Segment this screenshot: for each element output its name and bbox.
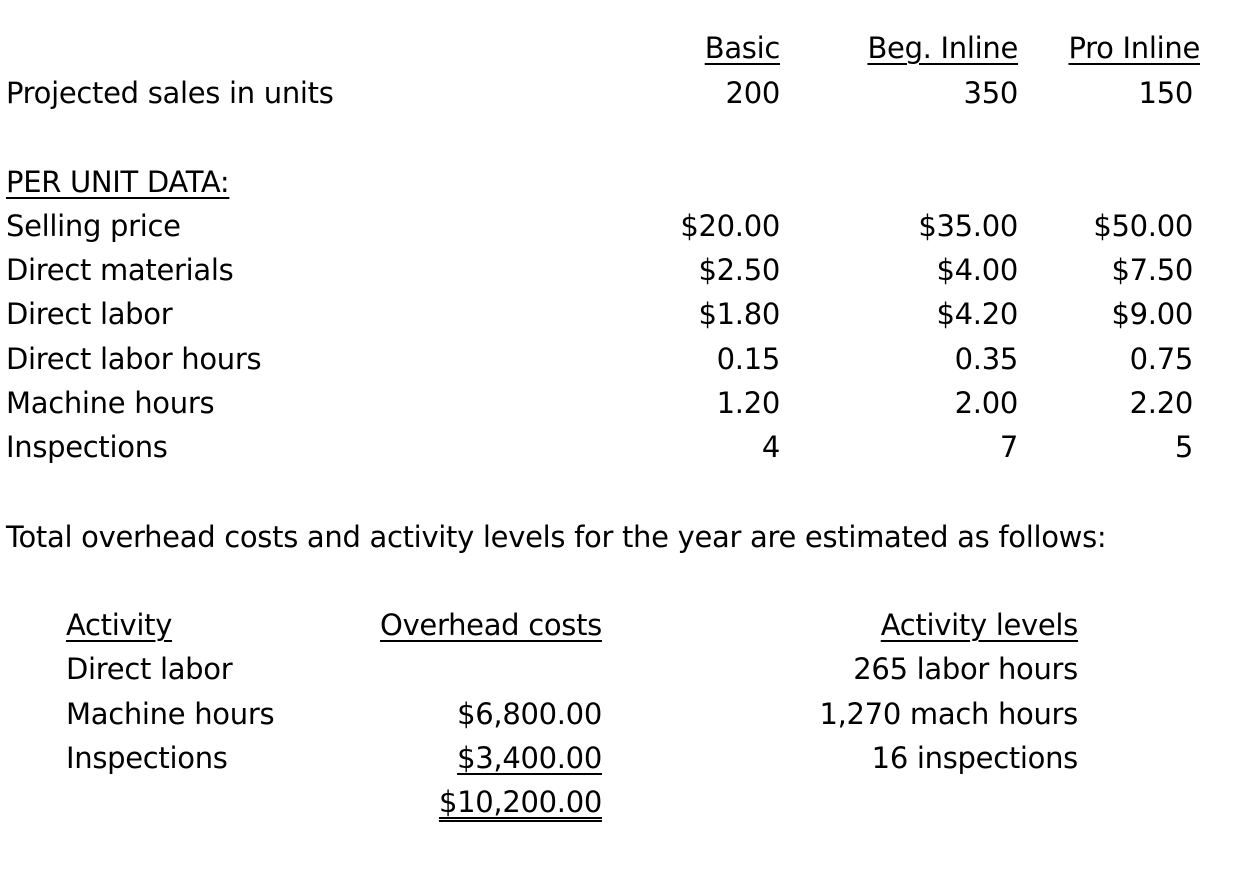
- cell-basic: $1.80: [698, 297, 780, 331]
- overhead-cost: $3,400.00: [457, 741, 602, 775]
- row-label: Direct labor hours: [6, 342, 262, 376]
- row-label: Machine hours: [6, 386, 215, 420]
- activity-name: Direct labor: [66, 652, 233, 686]
- cell-basic: $20.00: [680, 209, 780, 243]
- units-pro-inline: 150: [1138, 76, 1193, 110]
- cell-beg-inline: $4.20: [936, 297, 1018, 331]
- cell-beg-inline: 2.00: [954, 386, 1018, 420]
- overhead-intro: Total overhead costs and activity levels for the year are estimated as follows:: [6, 520, 1107, 554]
- activity-level: 1,270 mach hours: [819, 697, 1078, 731]
- row-label: Selling price: [6, 209, 181, 243]
- activity-level: 265 labor hours: [853, 652, 1078, 686]
- row-label: Direct materials: [6, 253, 234, 287]
- product-header-basic: Basic: [704, 31, 780, 65]
- overhead-costs-header: Overhead costs: [380, 608, 602, 642]
- overhead-cost: $6,800.00: [457, 697, 602, 731]
- cell-pro-inline: 5: [1174, 430, 1193, 464]
- activity-level: 16 inspections: [871, 741, 1078, 775]
- cell-basic: 1.20: [716, 386, 780, 420]
- units-basic: 200: [725, 76, 780, 110]
- cell-basic: 4: [761, 430, 780, 464]
- cell-pro-inline: $50.00: [1093, 209, 1193, 243]
- activity-header: Activity: [66, 608, 173, 642]
- projected-sales-label: Projected sales in units: [6, 76, 334, 110]
- row-label: Direct labor: [6, 297, 173, 331]
- cell-pro-inline: $9.00: [1111, 297, 1193, 331]
- activity-name: Inspections: [66, 741, 228, 775]
- cell-pro-inline: $7.50: [1111, 253, 1193, 287]
- units-beg-inline: 350: [963, 76, 1018, 110]
- cell-pro-inline: 0.75: [1129, 342, 1193, 376]
- product-header-pro-inline: Pro Inline: [1068, 31, 1200, 65]
- cell-basic: 0.15: [716, 342, 780, 376]
- cell-beg-inline: 7: [999, 430, 1018, 464]
- activity-name: Machine hours: [66, 697, 275, 731]
- product-header-beg-inline: Beg. Inline: [867, 31, 1018, 65]
- cell-beg-inline: $35.00: [918, 209, 1018, 243]
- cell-basic: $2.50: [698, 253, 780, 287]
- per-unit-heading: PER UNIT DATA:: [6, 165, 230, 199]
- activity-levels-header: Activity levels: [880, 608, 1078, 642]
- cell-beg-inline: $4.00: [936, 253, 1018, 287]
- cell-pro-inline: 2.20: [1129, 386, 1193, 420]
- cell-beg-inline: 0.35: [954, 342, 1018, 376]
- overhead-total: $10,200.00: [438, 785, 602, 819]
- row-label: Inspections: [6, 430, 168, 464]
